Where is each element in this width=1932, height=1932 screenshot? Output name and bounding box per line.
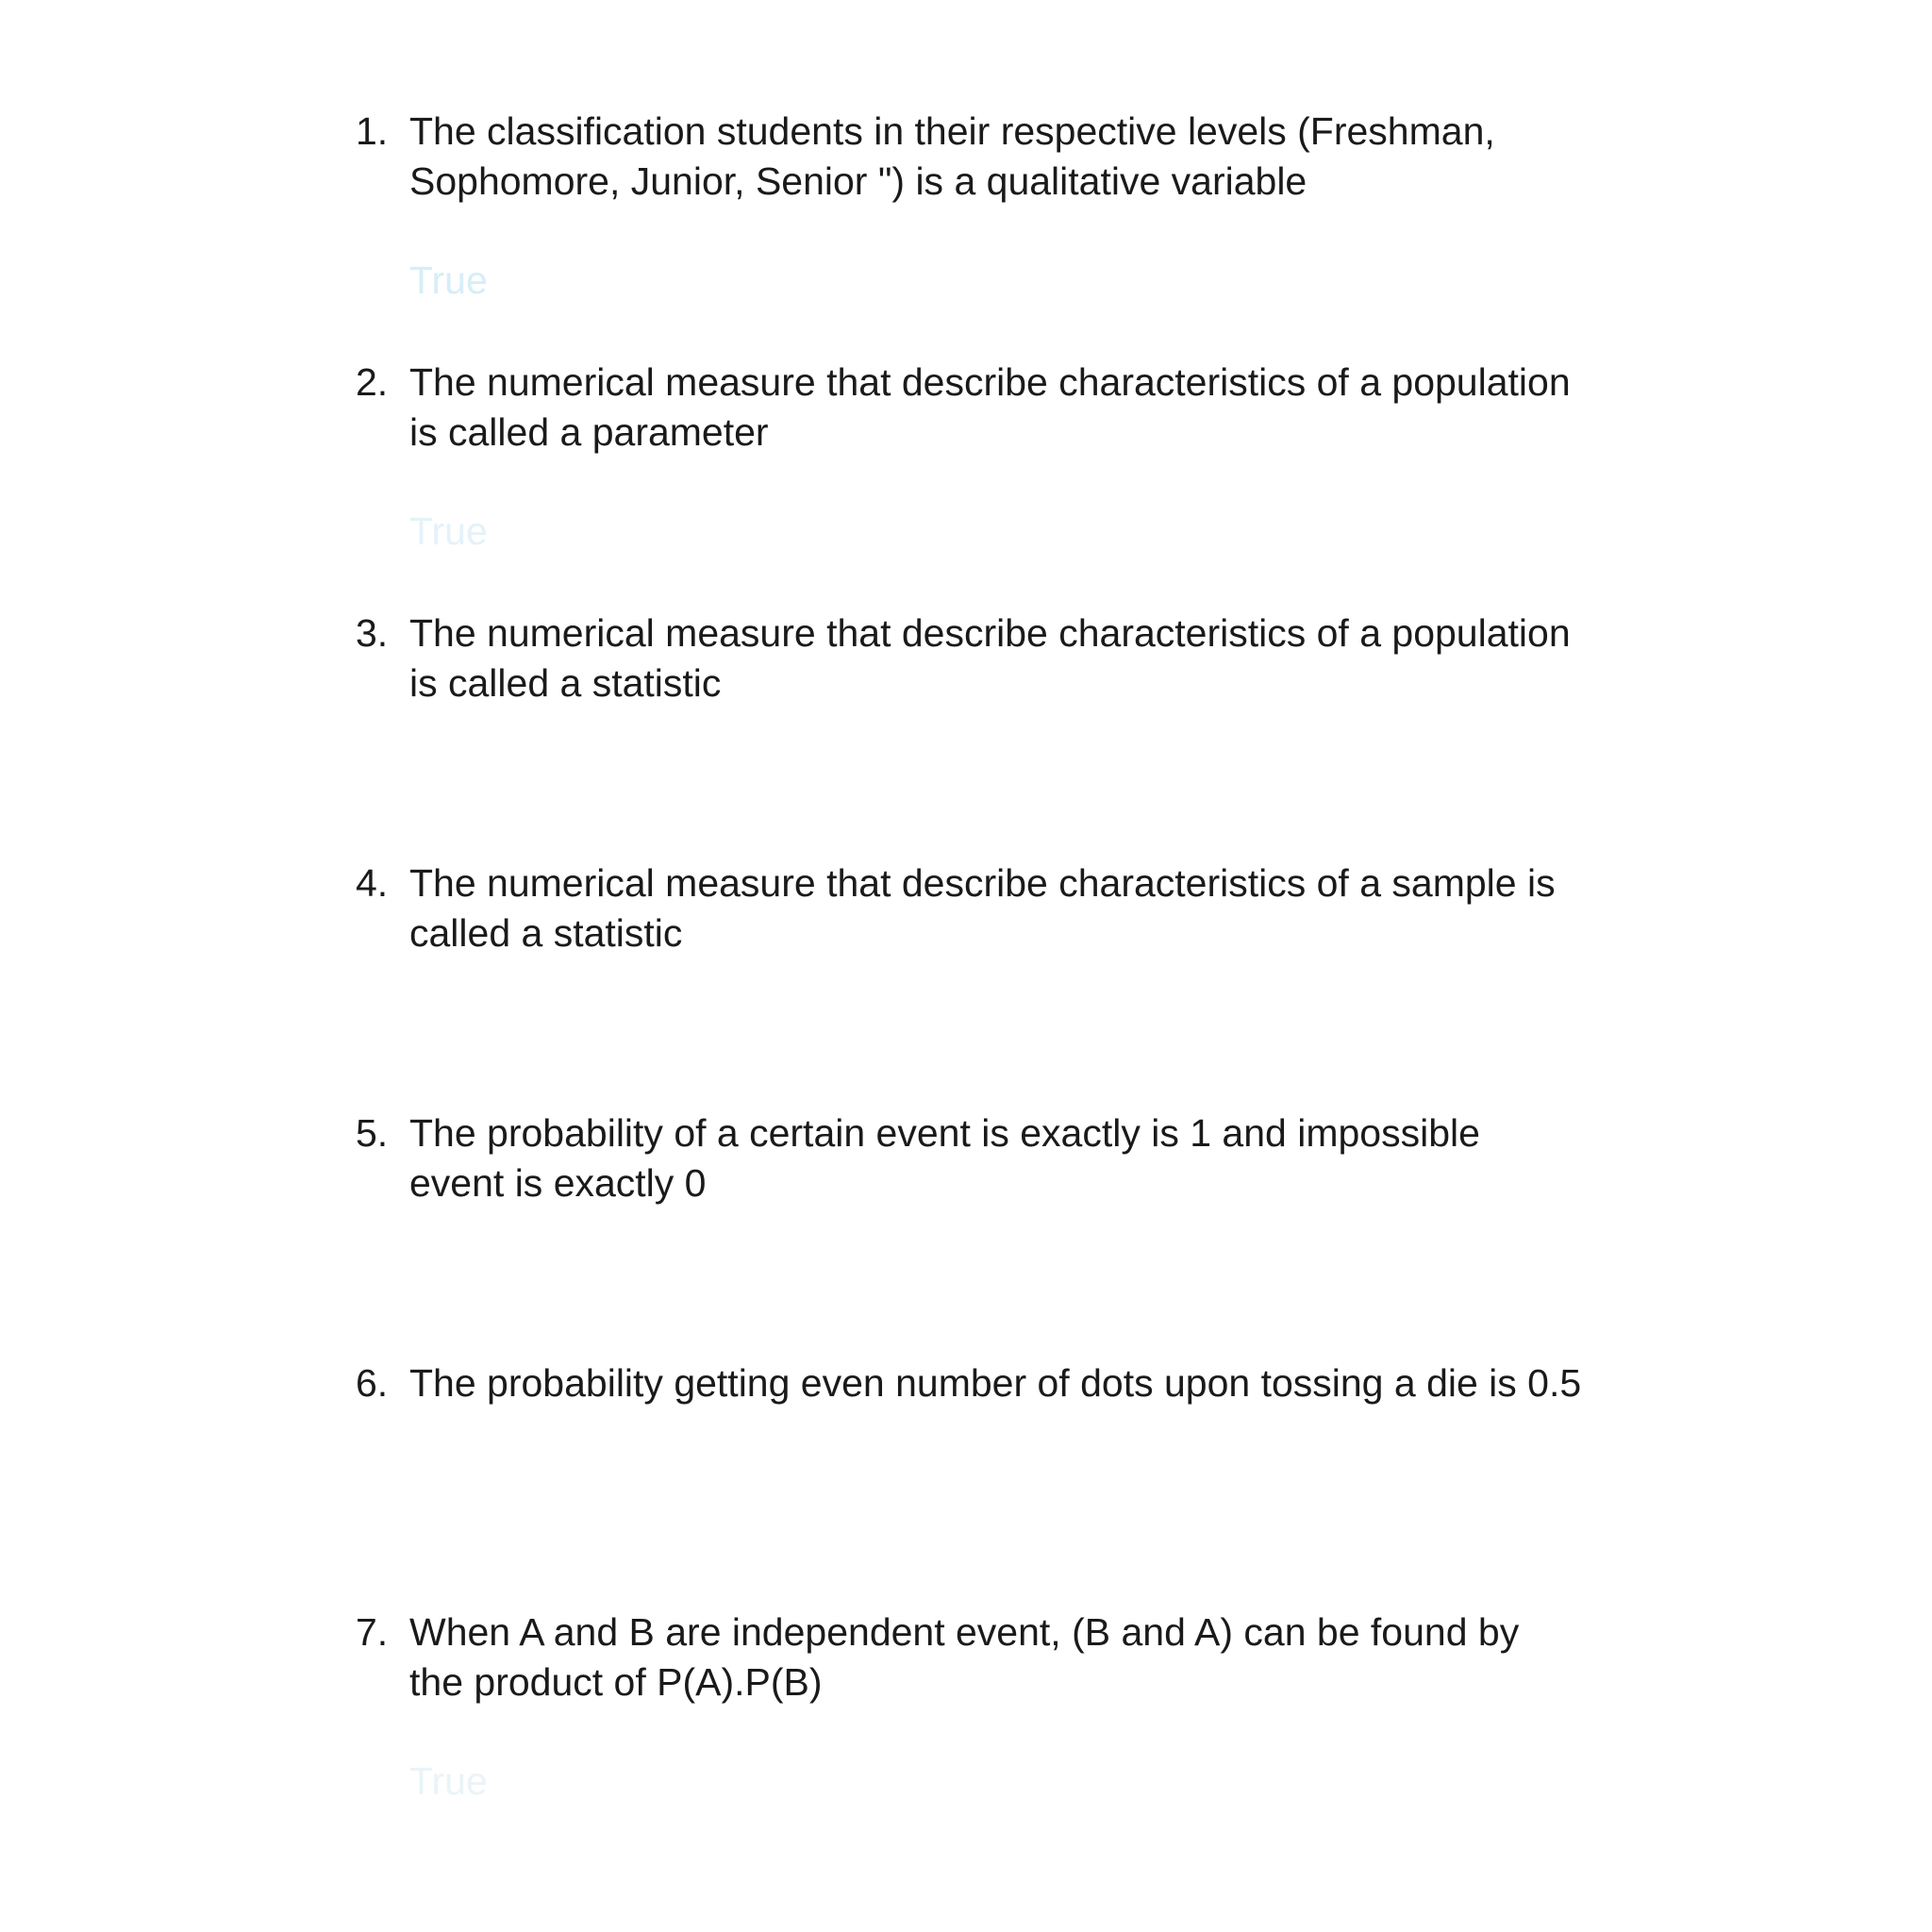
question-number: 6.: [356, 1361, 389, 1405]
question-text: The numerical measure that describe characteristics of a sample is called a statistic: [409, 861, 1556, 955]
question-text: The probability getting even number of dots upon tossing a die is 0.5: [409, 1361, 1582, 1405]
question-text: The classification students in their respective levels (Freshman, Sophomore, Junior, Senior ") is a qualitative variable: [409, 109, 1495, 203]
question-1: [356, 107, 1582, 302]
question-number: 5.: [356, 1111, 389, 1155]
question-text: The numerical measure that describe characteristics of a population is called a statistic: [409, 611, 1571, 705]
question-number: 4.: [356, 861, 389, 905]
question-6: [356, 1358, 1582, 1507]
answer-text: True: [409, 258, 488, 302]
question-7: [356, 1607, 1582, 1807]
question-5: [356, 1108, 1582, 1307]
answer-text: [409, 758, 1582, 808]
question-text: The numerical measure that describe characteristics of a population is called a parameter: [409, 360, 1571, 454]
answer-text: [409, 1257, 1582, 1307]
question-text: The probability of a certain event is exactly is 1 and impossible event is exactly 0: [409, 1111, 1480, 1205]
question-3: [356, 608, 1582, 808]
question-2: [356, 358, 1582, 557]
question-text: When A and B are independent event, (B and A) can be found by the product of P(A).P(B): [409, 1610, 1520, 1704]
answer-text: [409, 1457, 1582, 1507]
question-4: [356, 858, 1582, 1058]
answer-text: True: [409, 1759, 488, 1803]
question-number: 7.: [356, 1610, 389, 1654]
answer-text: [409, 1008, 1582, 1058]
question-number: 2.: [356, 360, 389, 404]
answer-text: True: [409, 509, 488, 553]
question-number: 1.: [356, 109, 389, 153]
question-number: 3.: [356, 611, 389, 655]
